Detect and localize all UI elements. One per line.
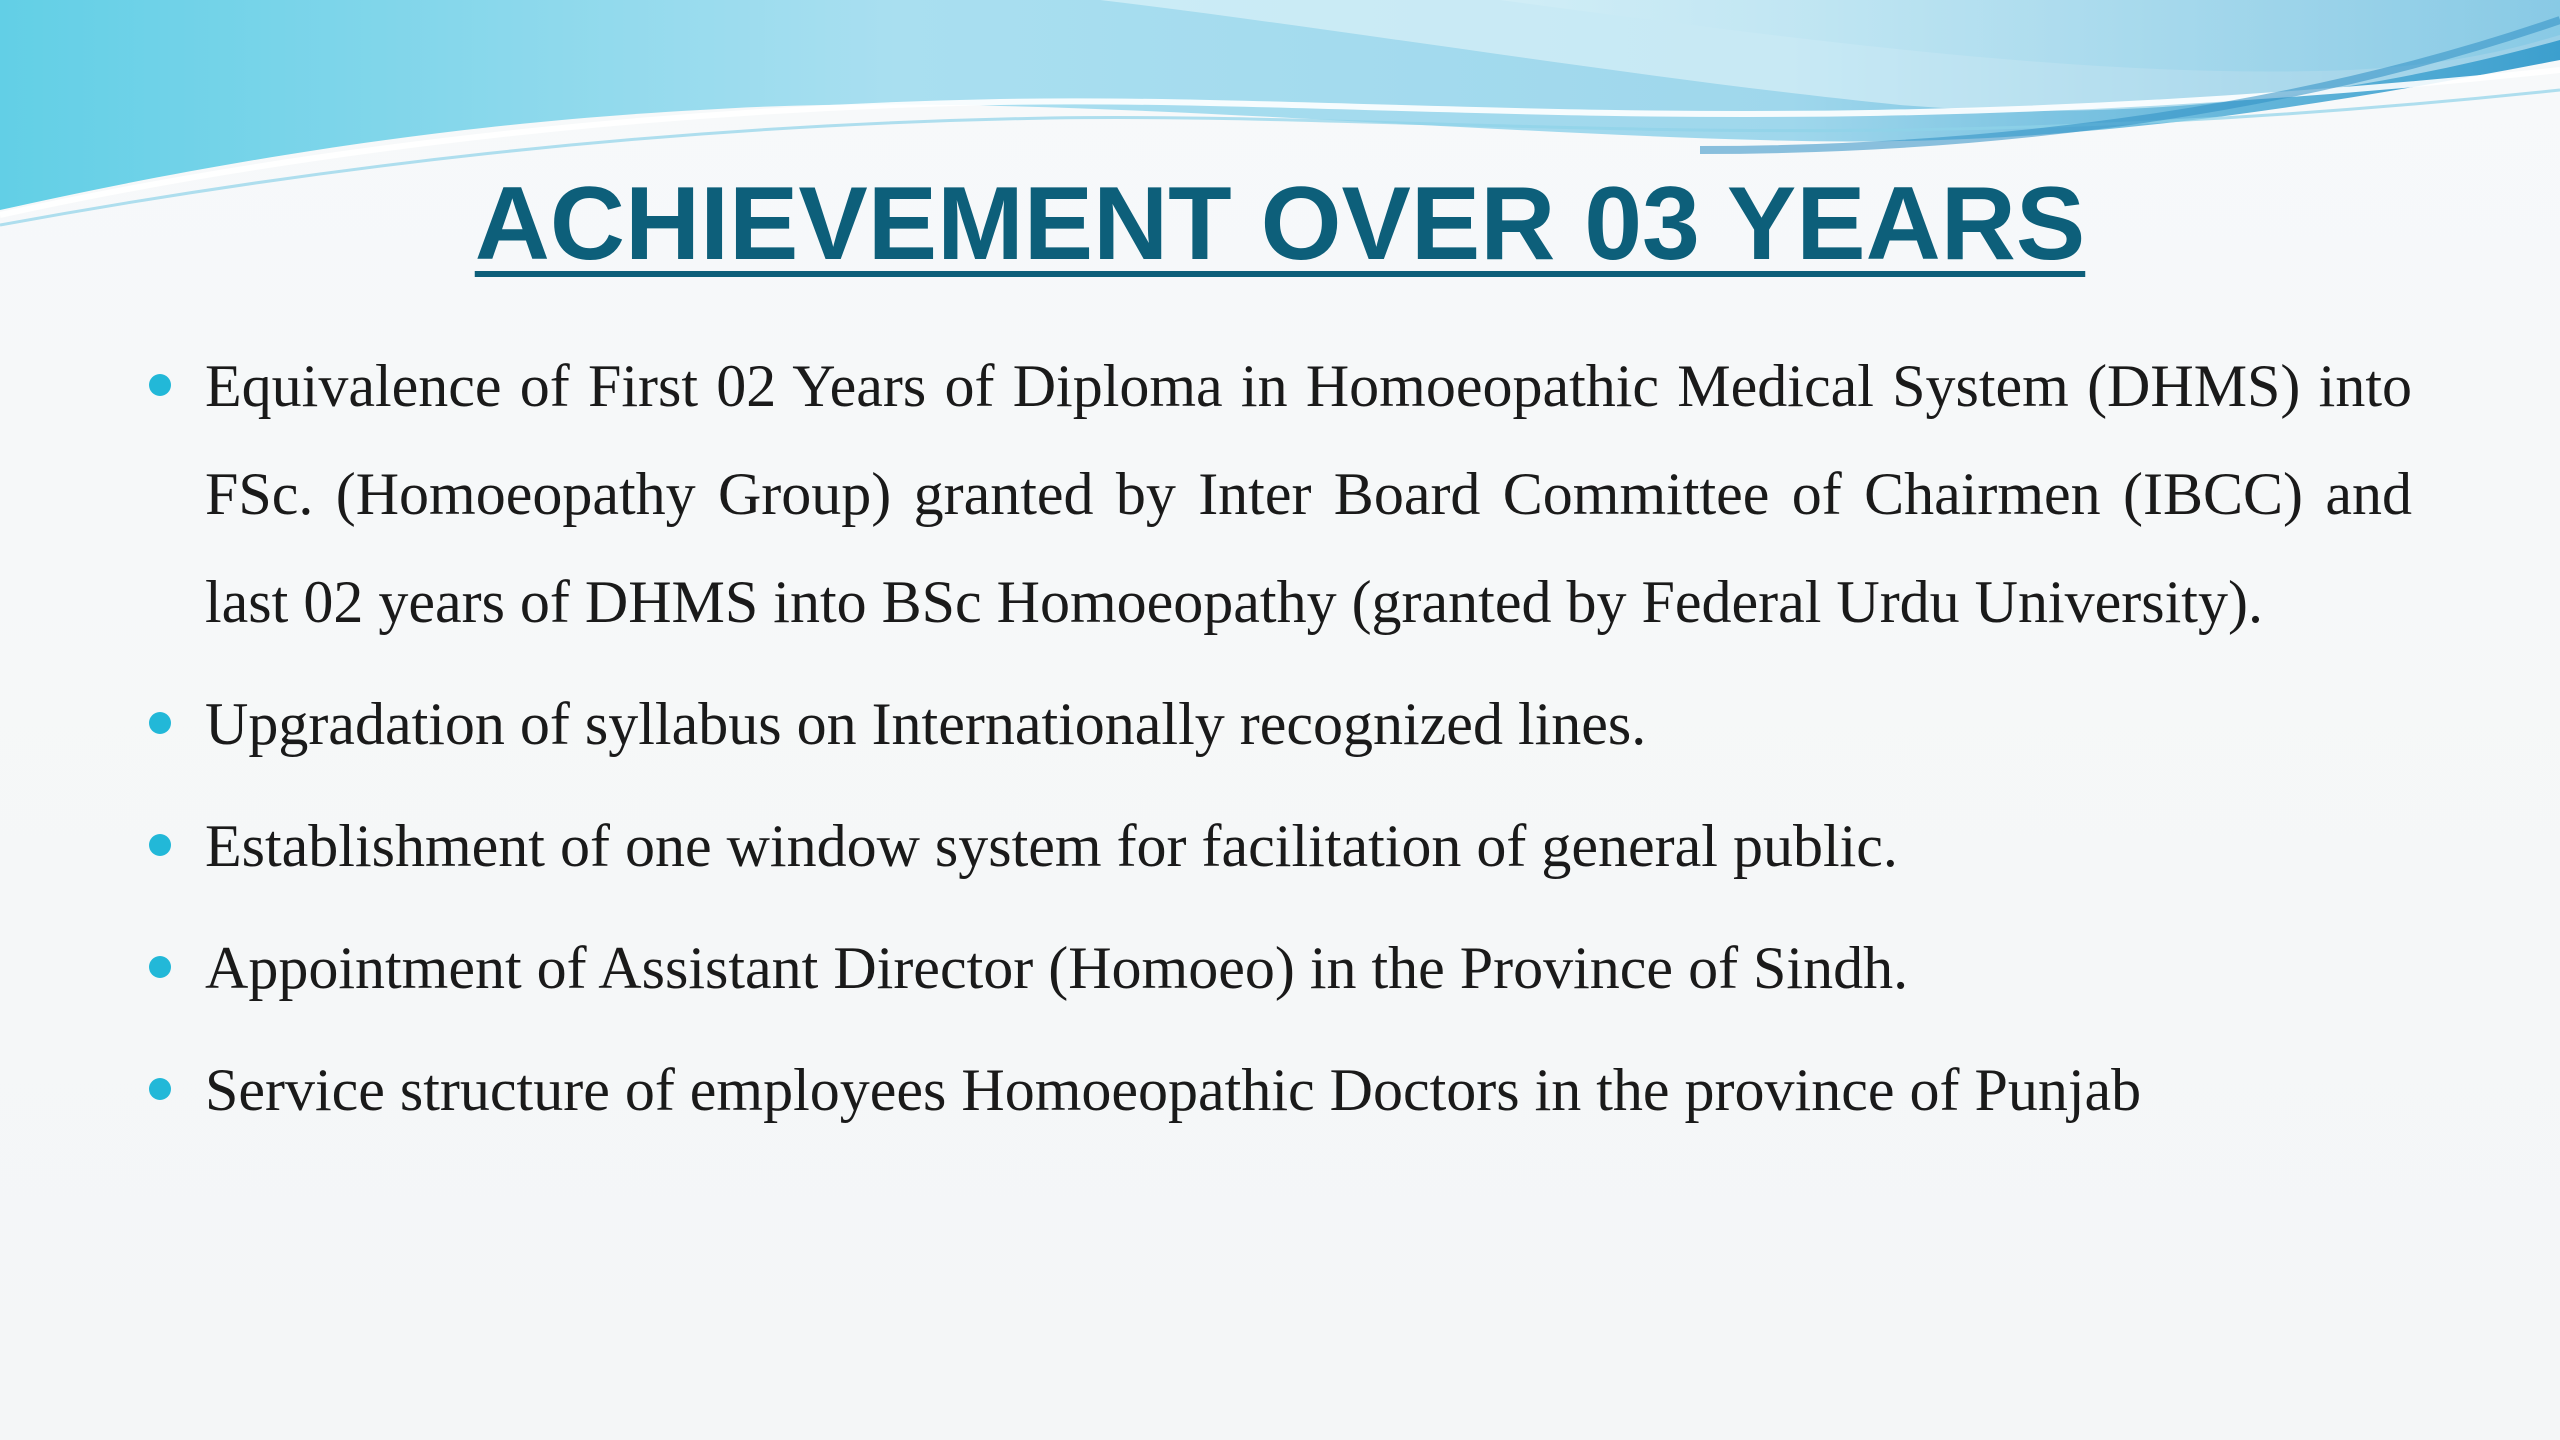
bullet-icon [149, 1078, 171, 1100]
bullet-icon [149, 956, 171, 978]
bullet-item-syllabus [205, 670, 2412, 778]
bullet-item-service-structure [205, 1036, 2412, 1144]
bullet-item-equivalence [205, 332, 2412, 656]
slide-title: ACHIEVEMENT OVER 03 YEARS [474, 166, 2086, 282]
bullet-icon [149, 834, 171, 856]
bullet-item-appointment [205, 914, 2412, 1022]
bullet-icon [149, 374, 171, 396]
bullet-icon [149, 712, 171, 734]
bullet-text: Upgradation of syllabus on Internationally recognized lines. [205, 691, 1647, 757]
bullet-list [205, 332, 2412, 1158]
bullet-text: Appointment of Assistant Director (Homoeo) in the Province of Sindh. [205, 935, 1909, 1001]
bullet-text: Service structure of employees Homoeopathic Doctors in the province of Punjab [205, 1057, 2142, 1123]
bullet-text: Establishment of one window system for facilitation of general public. [205, 813, 1898, 879]
bullet-text: Equivalence of First 02 Years of Diploma in Homoeopathic Medical System (DHMS) into FSc. (Homoeopathy Group) granted by Inter Board Committee of Chairmen (IBCC) and last 02 years of DHMS into BSc Homoeopathy (granted by Federal Urdu University). [205, 353, 2412, 635]
bullet-item-one-window [205, 792, 2412, 900]
